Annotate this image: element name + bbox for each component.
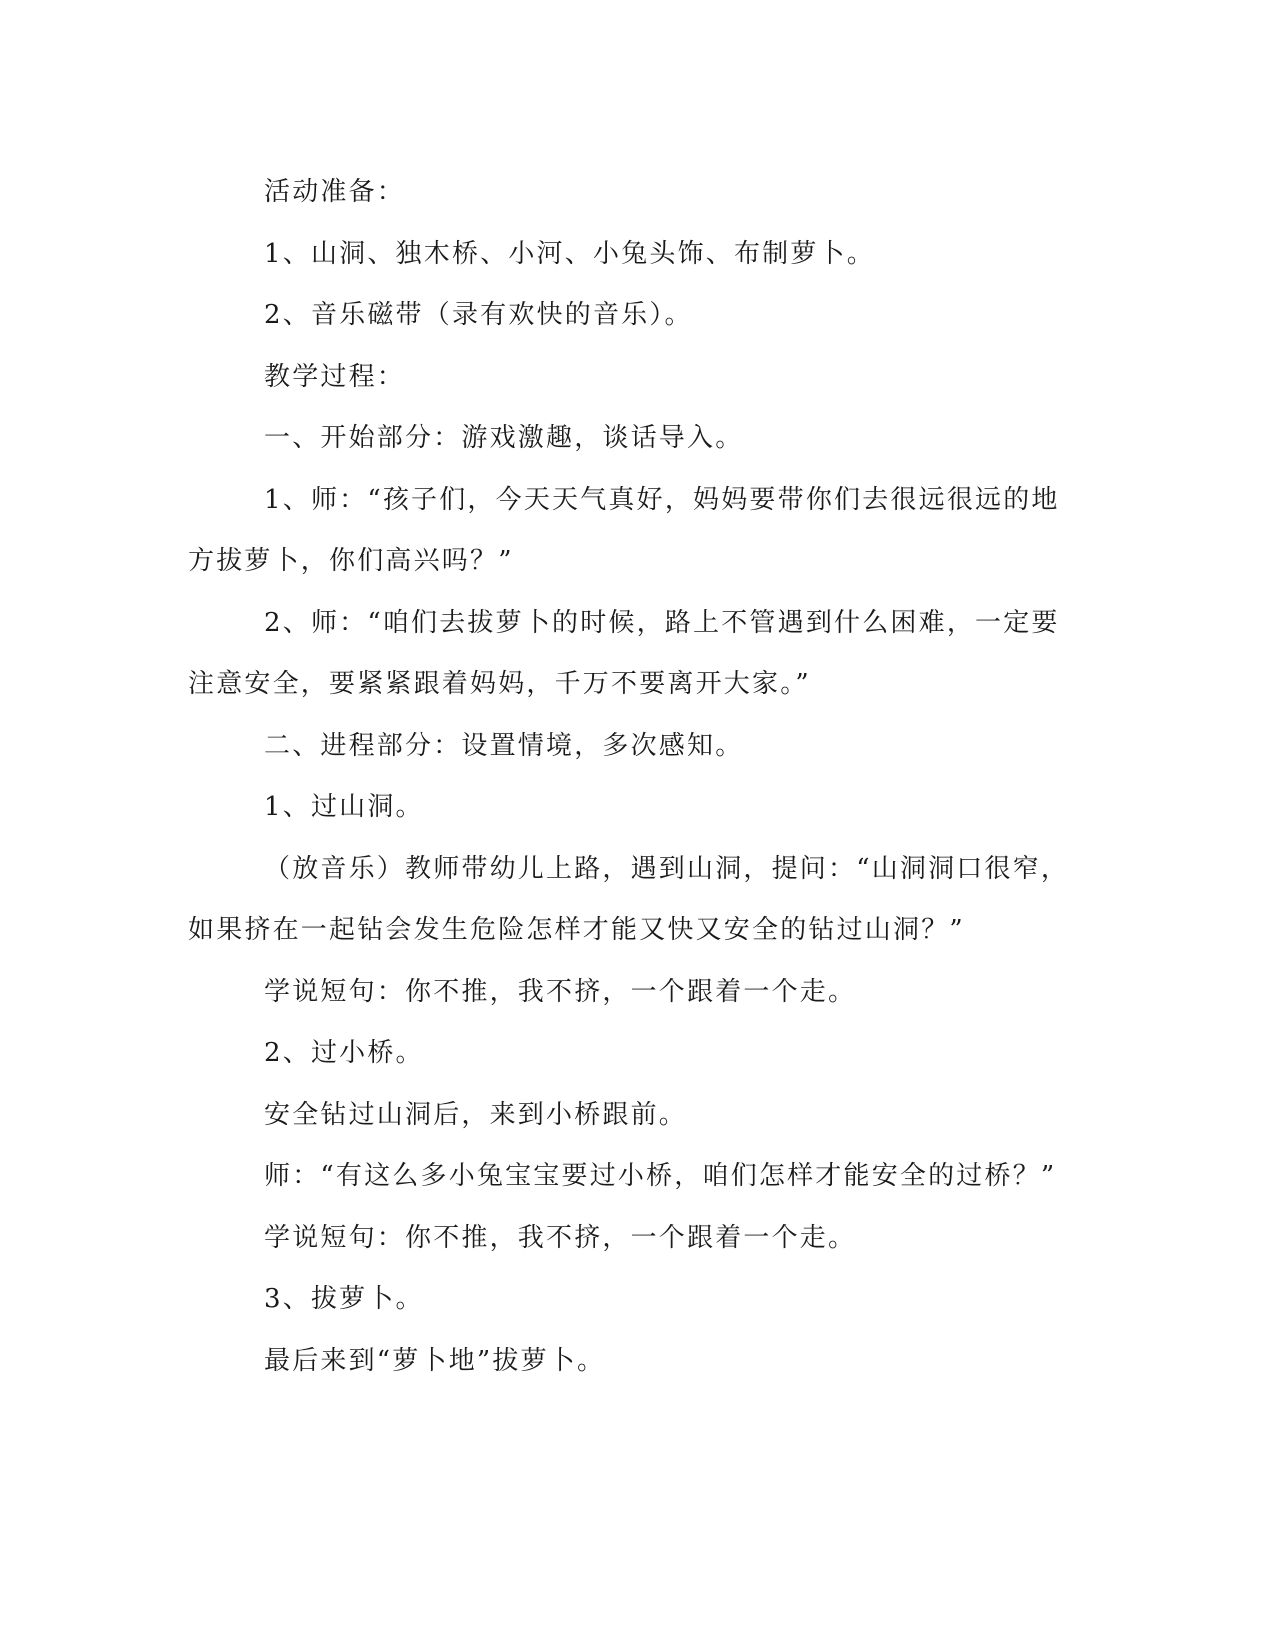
paragraph: 1、山洞、独木桥、小河、小兔头饰、布制萝卜。	[264, 238, 875, 269]
paragraph: 学说短句：你不推，我不挤，一个跟着一个走。	[264, 976, 857, 1007]
heading-teaching-process: 教学过程：	[264, 361, 406, 392]
section-heading: 一、开始部分：游戏激趣，谈话导入。	[264, 423, 744, 453]
paragraph: 1、师：“孩子们，今天天气真好，妈妈要带你们去很远很远的地方拔萝卜，你们高兴吗？”	[188, 484, 1060, 576]
paragraph: 2、师：“咱们去拔萝卜的时候，路上不管遇到什么困难，一定要注意安全，要紧紧跟着妈妈，千万不要离开大家。”	[188, 607, 1060, 699]
document-body	[188, 162, 1078, 1392]
section-heading: 二、进程部分：设置情境，多次感知。	[264, 730, 744, 761]
subsection-heading: 2、过小桥。	[264, 1038, 424, 1068]
paragraph: 安全钻过山洞后，来到小桥跟前。	[264, 1099, 688, 1130]
heading-activity-preparation: 活动准备：	[264, 177, 406, 207]
paragraph: 师：“有这么多小兔宝宝要过小桥，咱们怎样才能安全的过桥？”	[264, 1161, 1057, 1191]
paragraph: 学说短句：你不推，我不挤，一个跟着一个走。	[264, 1222, 857, 1253]
paragraph: 最后来到“萝卜地”拔萝卜。	[264, 1345, 606, 1376]
paragraph: 2、音乐磁带（录有欢快的音乐）。	[264, 300, 693, 330]
paragraph: （放音乐）教师带幼儿上路，遇到山洞，提问：“山洞洞口很窄，如果挤在一起钻会发生危险怎样才能又快又安全的钻过山洞？”	[188, 853, 1070, 945]
subsection-heading: 3、拔萝卜。	[264, 1284, 424, 1314]
subsection-heading: 1、过山洞。	[264, 792, 424, 822]
